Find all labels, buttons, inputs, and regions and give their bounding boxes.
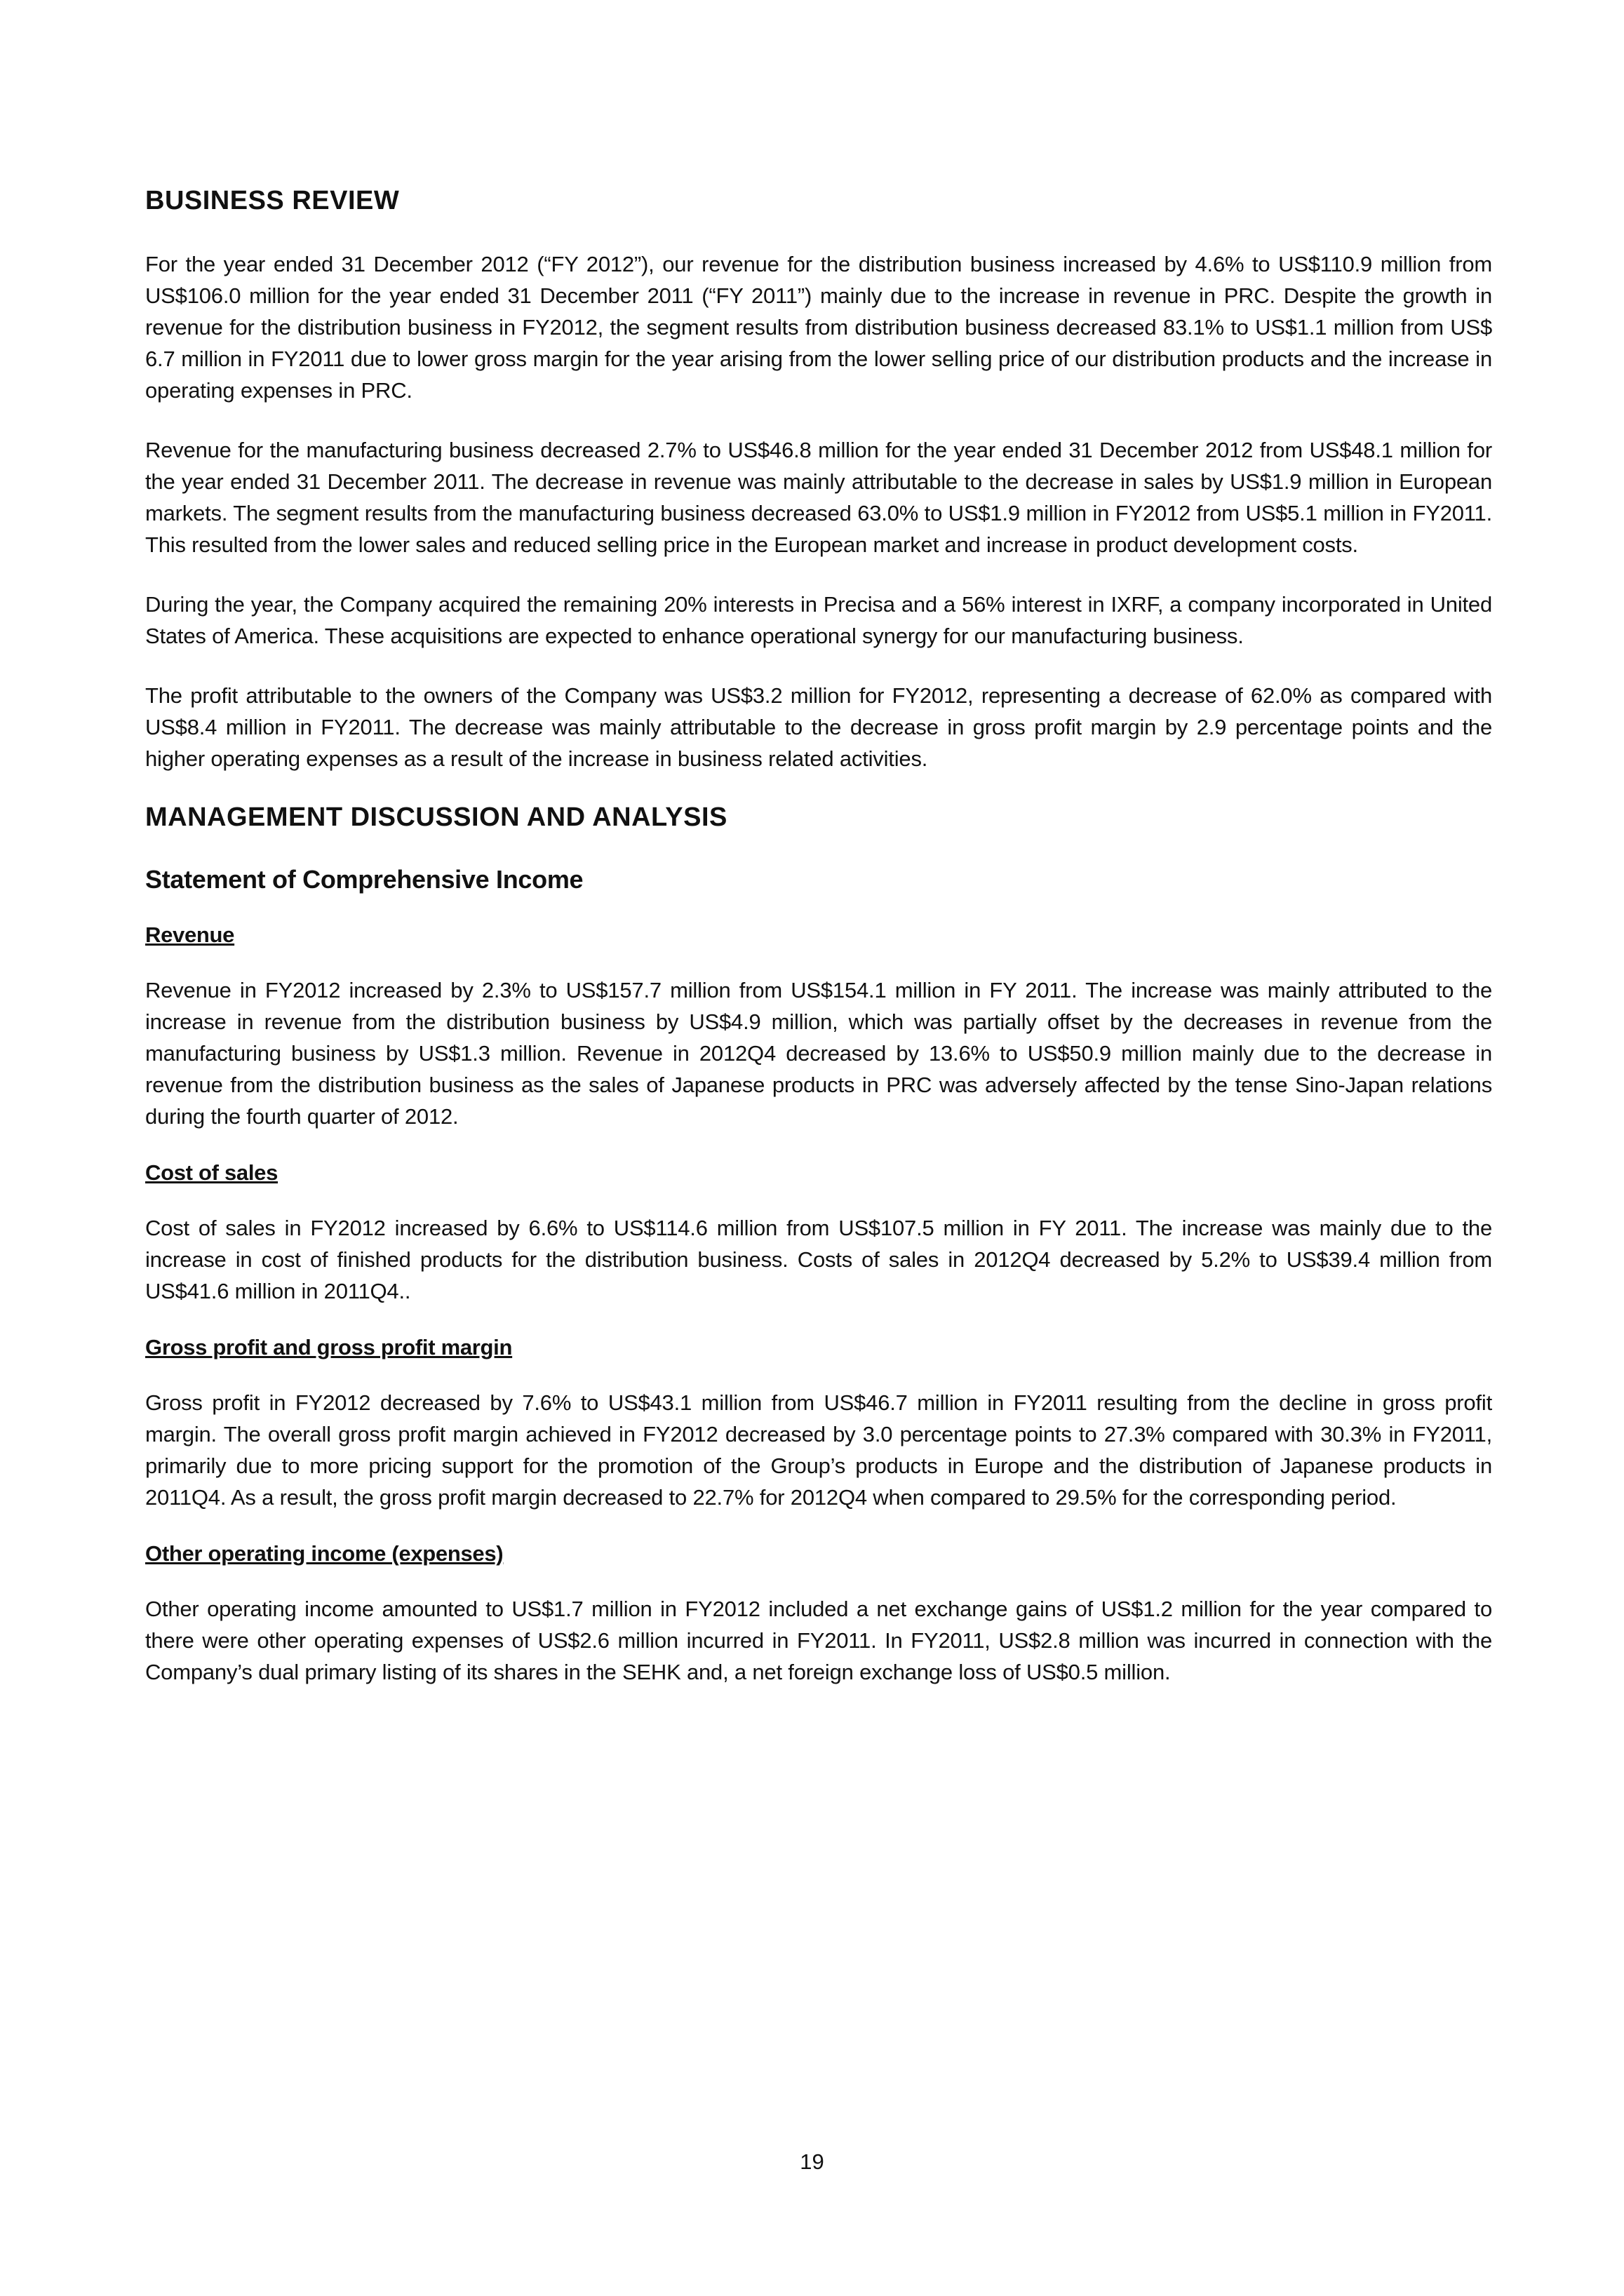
gross-profit-paragraph: Gross profit in FY2012 decreased by 7.6% to US$43.1 million from US$46.7 million in FY2011 resulting from the decline in gross profit margin. The overall gross profit margin achieved in FY2012 decreased by 3.0 percentage points to 27.3% compared with 30.3% in FY2011, primarily due to more pricing support for the promotion of the Group’s products in Europe and the distribution of Japanese products in 2011Q4. As a result, the gross profit margin decreased to 22.7% for 2012Q4 when compared to 29.5% for the corresponding period. bbox=[145, 1390, 1492, 1510]
business-review-paragraph-4: The profit attributable to the owners of the Company was US$3.2 million for FY2012, representing a decrease of 62.0% as compared with US$8.4 million in FY2011. The decrease was mainly attributable to the decrease in gross profit margin by 2.9 percentage points and the higher operating expenses as a result of the increase in business related activities. bbox=[145, 683, 1492, 771]
business-review-paragraph-3: During the year, the Company acquired the remaining 20% interests in Precisa and a 56% interest in IXRF, a company incorporated in United States of America. These acquisitions are expected to enhance operational synergy for our manufacturing business. bbox=[145, 592, 1492, 648]
other-operating-title: Other operating income (expenses) bbox=[145, 1541, 504, 1566]
page-number: 19 bbox=[800, 2149, 824, 2174]
business-review-paragraph-1: For the year ended 31 December 2012 (“FY 2012”), our revenue for the distribution business increased by 4.6% to US$110.9 million from US$106.0 million for the year ended 31 December 2011 (“FY 2011”) mainly due to the increase in revenue in PRC. Despite the growth in revenue for the distribution business in FY2012, the segment results from distribution business decreased 83.1% to US$1.1 million from US$ 6.7 million in FY2011 due to lower gross margin for the year arising from the lower selling price of our distribution products and the increase in operating expenses in PRC. bbox=[145, 252, 1492, 403]
revenue-title: Revenue bbox=[145, 922, 235, 947]
business-review-paragraph-2: Revenue for the manufacturing business decreased 2.7% to US$46.8 million for the year ended 31 December 2012 from US$48.1 million for the year ended 31 December 2011. The decrease in revenue was mainly attributable to the decrease in sales by US$1.9 million in European markets. The segment results from the manufacturing business decreased 63.0% to US$1.9 million in FY2012 from US$5.1 million in FY2011. This resulted from the lower sales and reduced selling price in the European market and increase in product development costs. bbox=[145, 438, 1492, 557]
page-content bbox=[145, 186, 1492, 1716]
revenue-paragraph: Revenue in FY2012 increased by 2.3% to US$157.7 million from US$154.1 million in FY 2011. The increase was mainly attributed to the increase in revenue from the distribution business by US$4.9 million, which was partially offset by the decreases in revenue from the manufacturing business by US$1.3 million. Revenue in 2012Q4 decreased by 13.6% to US$50.9 million mainly due to the decrease in revenue from the distribution business as the sales of Japanese products in PRC was adversely affected by the tense Sino-Japan relations during the fourth quarter of 2012. bbox=[145, 978, 1492, 1129]
business-review-heading: BUSINESS REVIEW bbox=[145, 186, 400, 215]
cost-of-sales-title: Cost of sales bbox=[145, 1160, 279, 1185]
other-operating-paragraph: Other operating income amounted to US$1.7 million in FY2012 included a net exchange gains of US$1.2 million for the year compared to there were other operating expenses of US$2.6 million incurred in FY2011. In FY2011, US$2.8 million was incurred in connection with the Company’s dual primary listing of its shares in the SEHK and, a net foreign exchange loss of US$0.5 million. bbox=[145, 1597, 1492, 1684]
cost-of-sales-paragraph: Cost of sales in FY2012 increased by 6.6% to US$114.6 million from US$107.5 million in FY 2011. The increase was mainly due to the increase in cost of finished products for the distribution business. Costs of sales in 2012Q4 decreased by 5.2% to US$39.4 million from US$41.6 million in 2011Q4.. bbox=[145, 1216, 1492, 1303]
comprehensive-income-subheading: Statement of Comprehensive Income bbox=[145, 865, 584, 894]
mdna-heading: MANAGEMENT DISCUSSION AND ANALYSIS bbox=[145, 803, 727, 832]
gross-profit-title: Gross profit and gross profit margin bbox=[145, 1335, 513, 1360]
